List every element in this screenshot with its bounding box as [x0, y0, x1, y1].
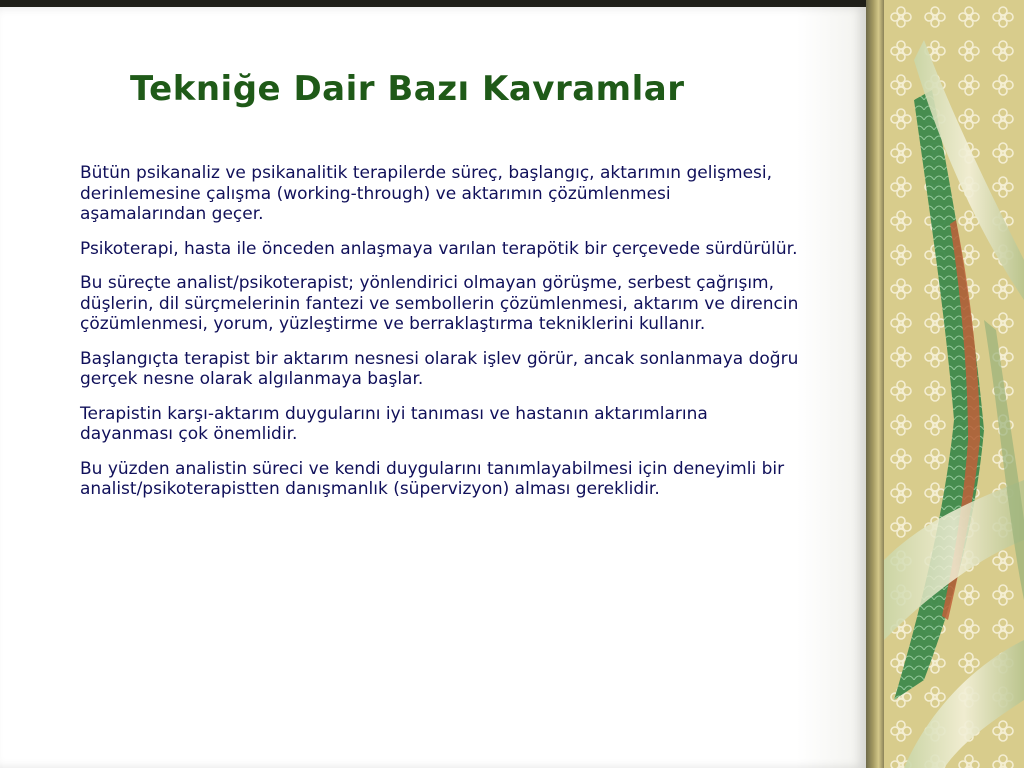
paragraph-techniques: Bu süreçte analist/psikoterapist; yönlendirici olmayan görüşme, serbest çağrışım, düşlerin, dil sürçmelerinin fantezi ve sembollerin çözümlenmesi, aktarım ve direncin çözümlenmesi, yorum, yüzleştirme ve berraklaştırma tekniklerini kullanır. [80, 273, 799, 334]
paragraph-process: Bütün psikanaliz ve psikanalitik terapilerde süreç, başlangıç, aktarımın gelişmesi, derinlemesine çalışma (working-through) ve aktarımın çözümlenmesi aşamalarından geçer. [80, 163, 773, 224]
paragraph-supervision: Bu yüzden analistin süreci ve kendi duygularını tanımlayabilmesi için deneyimli bir analist/psikoterapistten danışmanlık (süpervizyon) alması gereklidir. [80, 458, 785, 499]
floral-ribbon-decoration-icon [884, 0, 1024, 768]
paragraph-transference-object: Başlangıçta terapist bir aktarım nesnesi olarak işlev görür, ancak sonlanmaya doğru gerçek nesne olarak algılanmaya başlar. [80, 348, 799, 389]
content-panel [0, 7, 866, 768]
paragraph-frame: Psikoterapi, hasta ile önceden anlaşmaya varılan terapötik bir çerçevede sürdürülür. [80, 238, 798, 259]
paragraph-countertransference: Terapistin karşı-aktarım duygularını iyi tanıması ve hastanın aktarımlarına dayanması çok önemlidir. [80, 403, 708, 444]
slide-body [80, 163, 800, 514]
slide-title: Tekniğe Dair Bazı Kavramlar [130, 69, 685, 109]
gold-border-strip [866, 0, 884, 768]
